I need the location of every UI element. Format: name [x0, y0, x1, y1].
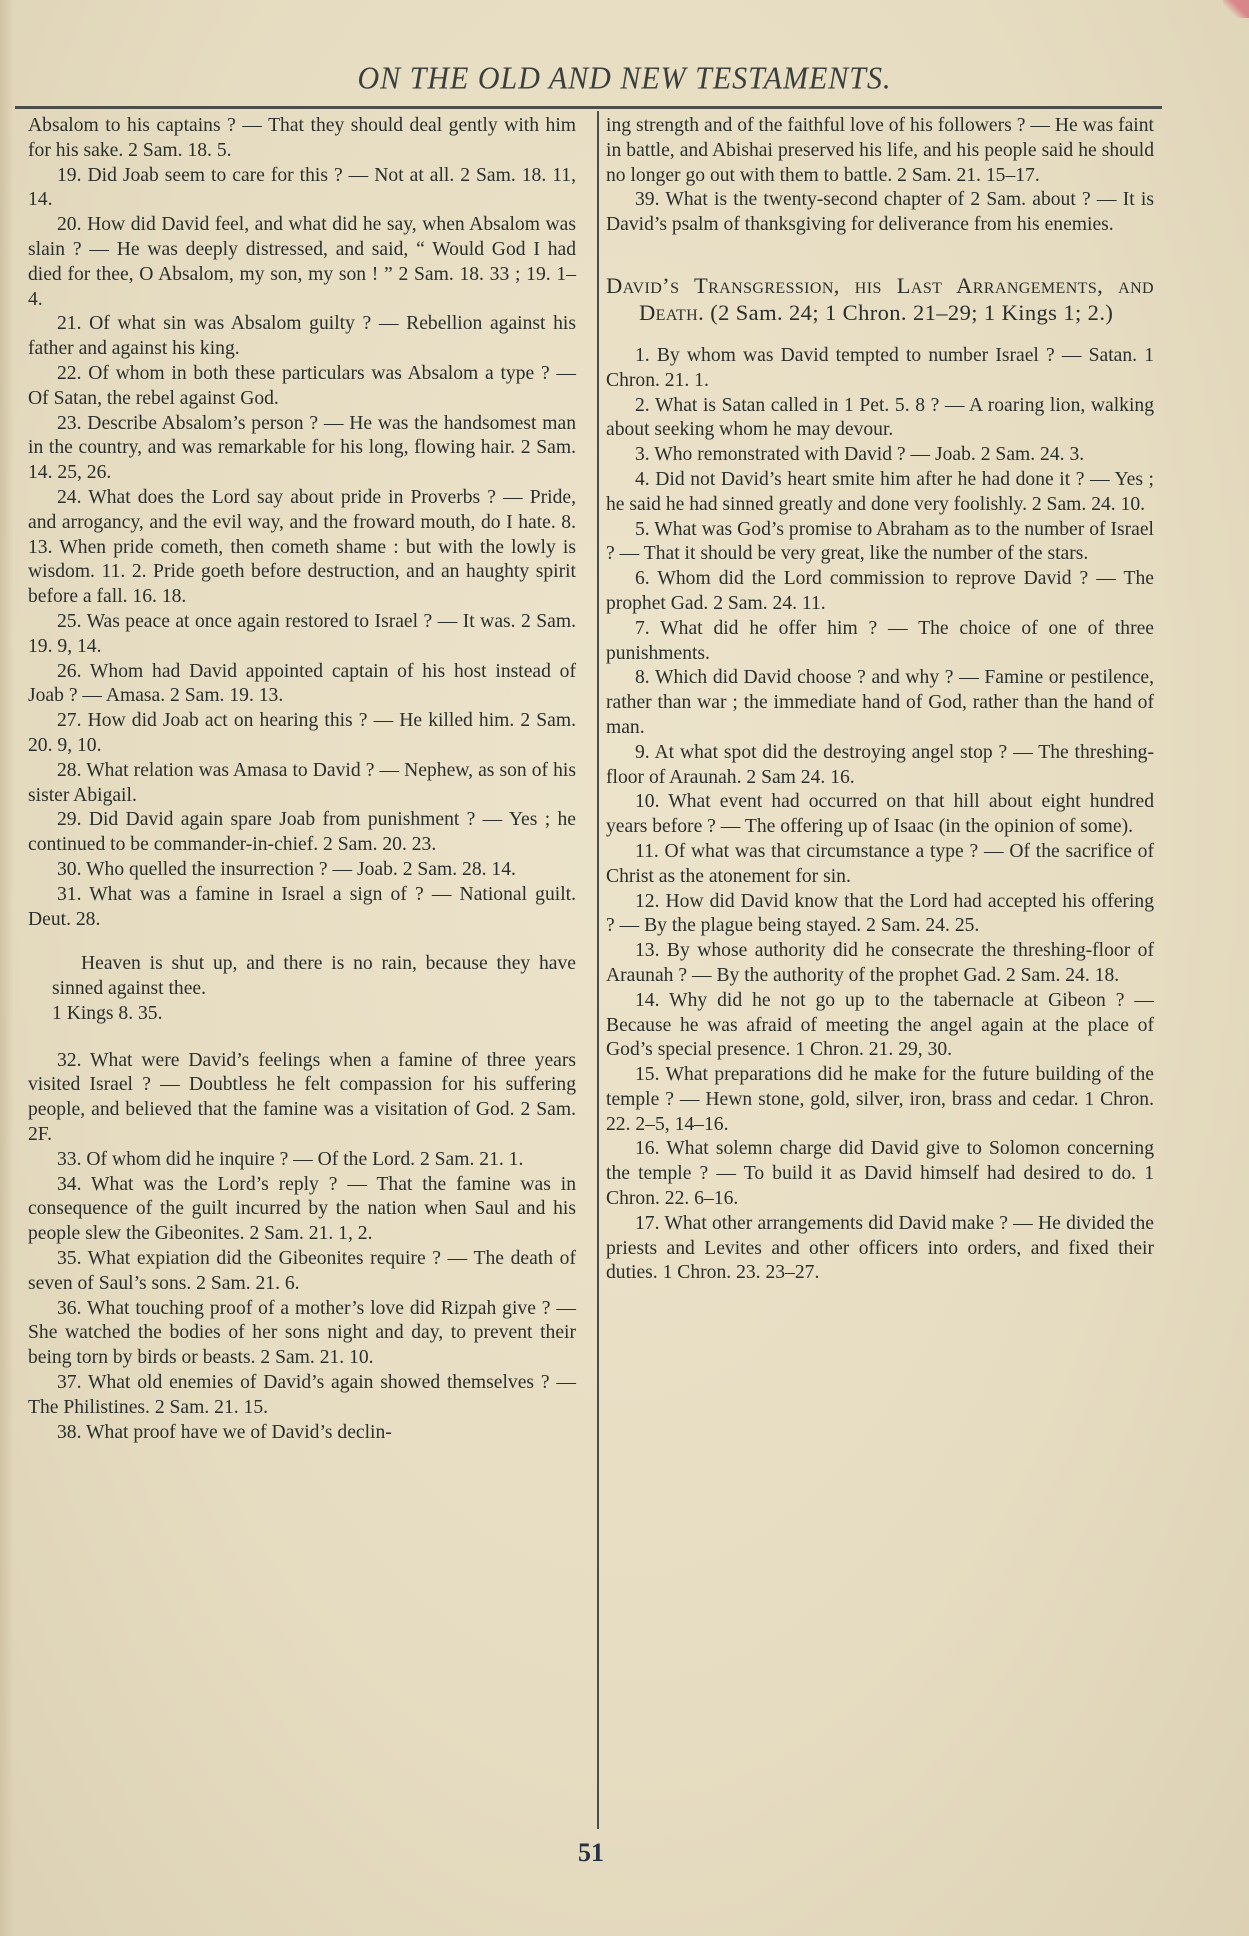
question-answer: 6. Whom did the Lord commission to reprove David ? — The prophet Gad. 2 Sam. 24. 11.: [606, 568, 1154, 614]
left-column: [28, 114, 576, 1445]
right-column: [606, 114, 1154, 1286]
question-answer: 11. Of what was that circumstance a type ? — Of the sacrifice of Christ as the atonement for sin.: [606, 840, 1154, 887]
question-answer: 35. What expiation did the Gibeonites require ? — The death of seven of Saul’s sons. 2 Sam. 21. 6.: [28, 1248, 576, 1294]
question-answer: 29. Did David again spare Joab from punishment ? — Yes ; he continued to be commander-in-chief. 2 Sam. 20. 23.: [28, 809, 576, 856]
question-answer: 26. Whom had David appointed captain of his host instead of Joab ? — Amasa. 2 Sam. 19. 13.: [28, 660, 576, 707]
question-answer: 20. How did David feel, and what did he say, when Absalom was slain ? — He was deeply distressed, and said, “ Would God I had died for thee, O Absalom, my son, my son ! ” 2 Sam. 18. 33 ; 19. 1–4.: [28, 214, 576, 310]
corner-stain: [1223, 0, 1249, 18]
page-gutter-shadow: [0, 0, 14, 1936]
scripture-quote: [28, 952, 576, 1026]
question-answer: 7. What did he offer him ? — The choice of one of three punishments.: [606, 617, 1154, 664]
question-answer: 25. Was peace at once again restored to Israel ? — It was. 2 Sam. 19. 9, 14.: [28, 610, 576, 657]
question-answer: 2. What is Satan called in 1 Pet. 5. 8 ? — A roaring lion, walking about seeking whom he may devour.: [606, 394, 1154, 441]
question-answer: 5. What was God’s promise to Abraham as to the number of Israel ? — That it should be very great, like the number of the stars.: [606, 518, 1154, 565]
question-answer: 17. What other arrangements did David make ? — He divided the priests and Levites and other officers into orders, and fixed their duties. 1 Chron. 23. 23–27.: [606, 1212, 1154, 1284]
continued-paragraph: Absalom to his captains ? — That they should deal gently with him for his sake. 2 Sam. 18. 5.: [28, 115, 576, 161]
question-answer: 19. Did Joab seem to care for this ? — Not at all. 2 Sam. 18. 11, 14.: [28, 164, 576, 211]
question-answer: 4. Did not David’s heart smite him after he had done it ? — Yes ; he said he had sinned greatly and done very foolishly. 2 Sam. 24. 10.: [606, 468, 1154, 515]
section-title: David’s Transgression, his Last Arrangements, and Death.: [606, 272, 1154, 325]
question-answer: 14. Why did he not go up to the tabernacle at Gibeon ? — Because he was afraid of meeting the angel again at the place of God’s special presence. 1 Chron. 21. 29, 30.: [606, 989, 1154, 1061]
question-answer: 3. Who remonstrated with David ? — Joab. 2 Sam. 24. 3.: [635, 444, 1085, 466]
header-rule: [15, 106, 1162, 109]
running-head: ON THE OLD AND NEW TESTAMENTS.: [357, 61, 892, 96]
left-paragraphs-after: [28, 1049, 576, 1446]
question-answer: 32. What were David’s feelings when a famine of three years visited Israel ? — Doubtless he felt compassion for his suffering people, and believed that the famine was a visitation of God. 2 Sam. 2F.: [28, 1049, 576, 1146]
quote-text: Heaven is shut up, and there is no rain, because they have sinned against thee.: [52, 953, 576, 1000]
continued-paragraph: ing strength and of the faithful love of his followers ? — He was faint in battle, and Abishai preserved his life, and his people said he should no longer go out with them to battle. 2 Sam. 21. 15–17.: [606, 115, 1154, 186]
question-answer: 9. At what spot did the destroying angel stop ? — The threshing-floor of Araunah. 2 Sam 24. 16.: [606, 741, 1154, 788]
section-heading: [606, 272, 1154, 326]
question-answer: 13. By whose authority did he consecrate the threshing-floor of Araunah ? — By the authority of the prophet Gad. 2 Sam. 24. 18.: [606, 940, 1154, 986]
question-answer: 23. Describe Absalom’s person ? — He was the handsomest man in the country, and was remarkable for his long, flowing hair. 2 Sam. 14. 25, 26.: [28, 412, 576, 484]
column-divider: [597, 111, 599, 1829]
question-answer: 36. What touching proof of a mother’s love did Rizpah give ? — She watched the bodies of her sons night and day, to prevent their being torn by birds or beasts. 2 Sam. 21. 10.: [28, 1297, 576, 1369]
question-answer: 34. What was the Lord’s reply ? — That the famine was in consequence of the guilt incurred by the nation when Saul and his people slew the Gibeonites. 2 Sam. 21. 1, 2.: [28, 1173, 576, 1245]
question-answer: 1. By whom was David tempted to number Israel ? — Satan. 1 Chron. 21. 1.: [606, 344, 1154, 391]
question-answer: 8. Which did David choose ? and why ? — Famine or pestilence, rather than war ; the immediate hand of God, rather than the hand of man.: [606, 667, 1154, 738]
question-answer: 27. How did Joab act on hearing this ? — He killed him. 2 Sam. 20. 9, 10.: [28, 710, 576, 756]
question-answer: 21. Of what sin was Absalom guilty ? — Rebellion against his father and against his king.: [28, 313, 576, 360]
question-answer: 39. What is the twenty-second chapter of 2 Sam. about ? — It is David’s psalm of thanksgiving for deliverance from his enemies.: [606, 189, 1154, 236]
left-paragraphs: [28, 114, 576, 932]
section-references: (2 Sam. 24; 1 Chron. 21–29; 1 Kings 1; 2.): [710, 299, 1114, 325]
question-answer: 28. What relation was Amasa to David ? — Nephew, as son of his sister Abigail.: [28, 759, 576, 806]
question-answer: 30. Who quelled the insurrection ? — Joab. 2 Sam. 28. 14.: [57, 858, 516, 880]
question-answer: 22. Of whom in both these particulars was Absalom a type ? — Of Satan, the rebel against God.: [28, 362, 576, 409]
question-answer: 38. What proof have we of David’s declin-: [57, 1421, 392, 1443]
question-answer: 16. What solemn charge did David give to Solomon concerning the temple ? — To build it as David himself had desired to do. 1 Chron. 22. 6–16.: [606, 1138, 1154, 1210]
quote-reference: 1 Kings 8. 35.: [52, 1002, 163, 1024]
question-answer: 24. What does the Lord say about pride in Proverbs ? — Pride, and arrogancy, and the evil way, and the froward mouth, do I hate. 8. 13. When pride cometh, then cometh shame : but with the lowly is wisdom. 11. 2. Pride goeth before destruction, and an haughty spirit before a fall. 16. 18.: [28, 486, 576, 608]
question-answer: 31. What was a famine in Israel a sign of ? — National guilt. Deut. 28.: [28, 883, 576, 930]
question-answer: 10. What event had occurred on that hill about eight hundred years before ? — The offering up of Isaac (in the opinion of some).: [606, 791, 1154, 838]
question-answer: 15. What preparations did he make for the future building of the temple ? — Hewn stone, gold, silver, iron, brass and cedar. 1 Chron. 22. 2–5, 14–16.: [606, 1064, 1154, 1135]
question-answer: 12. How did David know that the Lord had accepted his offering ? — By the plague being stayed. 2 Sam. 24. 25.: [606, 890, 1154, 937]
question-answer: 37. What old enemies of David’s again showed themselves ? — The Philistines. 2 Sam. 21. 15.: [28, 1372, 576, 1418]
page-number: 51: [578, 1838, 604, 1867]
right-paragraphs-after: [606, 344, 1154, 1286]
question-answer: 33. Of whom did he inquire ? — Of the Lord. 2 Sam. 21. 1.: [57, 1148, 524, 1170]
right-paragraphs: [606, 114, 1154, 238]
